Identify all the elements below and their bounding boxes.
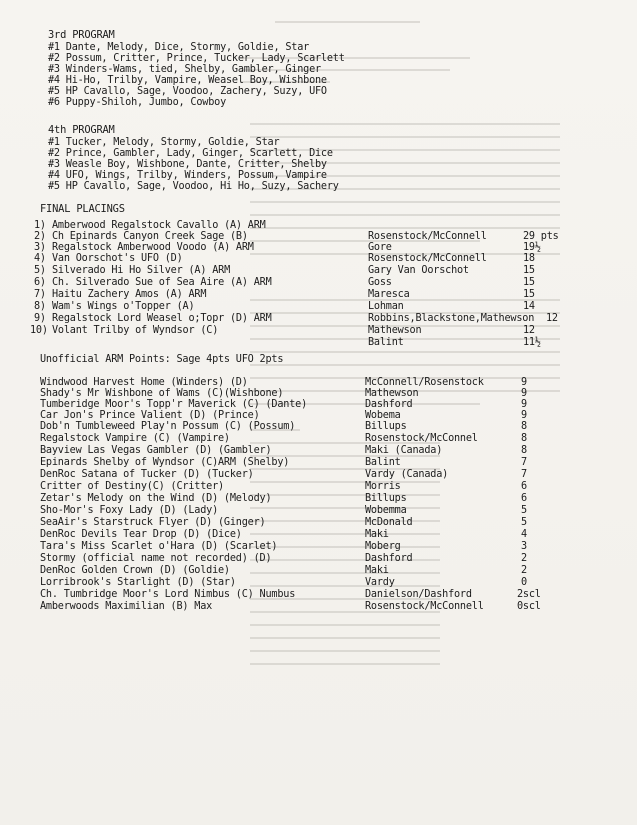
fourth-program-line: #4 UFO, Wings, Trilby, Winders, Possum, Vampire [48, 170, 327, 181]
placing-points: 18 [523, 253, 535, 264]
placing-owner: Gary Van Oorschot [368, 265, 469, 276]
entry-owner: Rosenstock/McConnel [365, 433, 478, 444]
placing-number: 9) [34, 313, 46, 324]
entry-owner: Mathewson [365, 388, 419, 399]
fourth-program-line: #1 Tucker, Melody, Stormy, Goldie, Star [48, 137, 280, 148]
placing-dog: Ch. Silverado Sue of Sea Aire (A) ARM [52, 277, 272, 288]
placing-points: 12 [523, 325, 535, 336]
placing-owner: Rosenstock/McConnell [368, 253, 487, 264]
entry-owner: Balint [365, 457, 401, 468]
entry-points: 9 [521, 388, 527, 399]
placing-dog: Van Oorschot's UFO (D) [52, 253, 183, 264]
entry-points: 9 [521, 410, 527, 421]
entry-dog: Shady's Mr Wishbone of Wams (C)(Wishbone) [40, 388, 284, 399]
entry-dog: Bayview Las Vegas Gambler (D) (Gambler) [40, 445, 272, 456]
placing-number: 7) [34, 289, 46, 300]
entry-dog: Amberwoods Maximilian (B) Max [40, 601, 213, 612]
placing-number: 8) [34, 301, 46, 312]
third-program-line: #6 Puppy-Shiloh, Jumbo, Cowboy [48, 97, 227, 108]
entry-dog: Lorribrook's Starlight (D) (Star) [40, 577, 236, 588]
placing-points: 12 [546, 313, 558, 324]
third-program-line: #4 Hi-Ho, Trilby, Vampire, Weasel Boy, Wishbone [48, 75, 327, 86]
placing-number: 5) [34, 265, 46, 276]
entry-dog: Car Jon's Prince Valient (D) (Prince) [40, 410, 260, 421]
entry-points: 5 [521, 505, 527, 516]
entry-points: 4 [521, 529, 527, 540]
entry-points: 7 [521, 469, 527, 480]
entry-dog: Stormy (official name not recorded) (D) [40, 553, 272, 564]
entry-points: 2scl [517, 589, 541, 600]
entry-owner: Dashford [365, 553, 413, 564]
entry-dog: Dob'n Tumbleweed Play'n Possum (C) (Possum) [40, 421, 296, 432]
placing-owner: Gore [368, 242, 392, 253]
fourth-program-line: #2 Prince, Gambler, Lady, Ginger, Scarlett, Dice [48, 148, 333, 159]
third-program-heading: 3rd PROGRAM [48, 29, 115, 41]
entry-owner: Maki (Canada) [365, 445, 443, 456]
entry-points: 6 [521, 493, 527, 504]
placing-owner: Rosenstock/McConnell [368, 231, 487, 242]
entry-owner: Moberg [365, 541, 401, 552]
third-program-line: #5 HP Cavallo, Sage, Voodoo, Zachery, Suzy, UFO [48, 86, 327, 97]
placing-number: 4) [34, 253, 46, 264]
placing-owner: Balint [368, 337, 404, 348]
entry-owner: Dashford [365, 399, 413, 410]
placing-points: 29 pts [523, 231, 559, 242]
entry-owner: Danielson/Dashford [365, 589, 472, 600]
placing-owner: Goss [368, 277, 392, 288]
placing-dog: Regalstock Lord Weasel o;Topr (D) ARM [52, 313, 272, 324]
unofficial-arm-points: Unofficial ARM Points: Sage 4pts UFO 2pts [40, 354, 284, 365]
entry-dog: DenRoc Golden Crown (D) (Goldie) [40, 565, 230, 576]
placing-number: 2) [34, 231, 46, 242]
third-program-line: #3 Winders-Wams, tied, Shelby, Gambler, Ginger [48, 64, 321, 75]
entry-dog: SeaAir's Starstruck Flyer (D) (Ginger) [40, 517, 266, 528]
placing-points: 15 [523, 265, 535, 276]
fourth-program-line: #3 Weasle Boy, Wishbone, Dante, Critter, Shelby [48, 159, 327, 170]
entry-dog: Sho-Mor's Foxy Lady (D) (Lady) [40, 505, 219, 516]
entry-points: 7 [521, 457, 527, 468]
placing-owner: Robbins,Blackstone,Mathewson [368, 313, 535, 324]
entry-owner: Wobema [365, 410, 401, 421]
entry-points: 3 [521, 541, 527, 552]
placing-number: 3) [34, 242, 46, 253]
placing-owner: Maresca [368, 289, 410, 300]
placing-number: 1) [34, 220, 46, 231]
entry-points: 2 [521, 565, 527, 576]
entry-owner: Wobemma [365, 505, 407, 516]
entry-dog: Regalstock Vampire (C) (Vampire) [40, 433, 230, 444]
third-program-line: #2 Possum, Critter, Prince, Tucker, Lady, Scarlett [48, 53, 345, 64]
entry-dog: Epinards Shelby of Wyndsor (C)ARM (Shelby) [40, 457, 290, 468]
entry-owner: Vardy (Canada) [365, 469, 449, 480]
entry-points: 0 [521, 577, 527, 588]
placing-dog: Silverado Hi Ho Silver (A) ARM [52, 265, 231, 276]
placing-points: 11½ [523, 337, 541, 348]
entry-owner: Billups [365, 421, 407, 432]
final-placings-heading: FINAL PLACINGS [40, 203, 125, 215]
placing-points: 19½ [523, 242, 541, 253]
placing-dog: Haitu Zachery Amos (A) ARM [52, 289, 207, 300]
entry-points: 9 [521, 399, 527, 410]
entry-dog: Tara's Miss Scarlet o'Hara (D) (Scarlet) [40, 541, 278, 552]
placing-points: 15 [523, 277, 535, 288]
entry-points: 0scl [517, 601, 541, 612]
placing-dog: Amberwood Regalstock Cavallo (A) ARM [52, 220, 266, 231]
placing-owner: Lohman [368, 301, 404, 312]
entry-owner: Vardy [365, 577, 395, 588]
placing-points: 14 [523, 301, 535, 312]
placing-dog: Volant Trilby of Wyndsor (C) [52, 325, 219, 336]
entry-points: 6 [521, 481, 527, 492]
entry-owner: Rosenstock/McConnell [365, 601, 484, 612]
fourth-program-line: #5 HP Cavallo, Sage, Voodoo, Hi Ho, Suzy, Sachery [48, 181, 339, 192]
entry-dog: DenRoc Devils Tear Drop (D) (Dice) [40, 529, 242, 540]
entry-points: 9 [521, 377, 527, 388]
placing-dog: Wam's Wings o'Topper (A) [52, 301, 195, 312]
entry-points: 8 [521, 421, 527, 432]
entry-owner: Maki [365, 529, 389, 540]
placing-dog: Regalstock Amberwood Voodo (A) ARM [52, 242, 254, 253]
placing-dog: Ch Epinards Canyon Creek Sage (B) [52, 231, 248, 242]
entry-dog: Zetar's Melody on the Wind (D) (Melody) [40, 493, 272, 504]
entry-owner: Morris [365, 481, 401, 492]
fourth-program-heading: 4th PROGRAM [48, 124, 115, 136]
placing-owner: Mathewson [368, 325, 422, 336]
entry-dog: Tumberidge Moor's Topp'r Maverick (C) (Dante) [40, 399, 308, 410]
entry-dog: DenRoc Satana of Tucker (D) (Tucker) [40, 469, 254, 480]
entry-owner: Billups [365, 493, 407, 504]
entry-owner: McDonald [365, 517, 413, 528]
entry-owner: McConnell/Rosenstock [365, 377, 484, 388]
placing-points: 15 [523, 289, 535, 300]
entry-points: 8 [521, 445, 527, 456]
placing-number: 6) [34, 277, 46, 288]
third-program-line: #1 Dante, Melody, Dice, Stormy, Goldie, Star [48, 42, 310, 53]
entry-dog: Windwood Harvest Home (Winders) (D) [40, 377, 248, 388]
placing-number: 10) [30, 325, 48, 336]
entry-points: 5 [521, 517, 527, 528]
entry-points: 2 [521, 553, 527, 564]
entry-owner: Maki [365, 565, 389, 576]
entry-dog: Ch. Tumbridge Moor's Lord Nimbus (C) Numbus [40, 589, 296, 600]
entry-dog: Critter of Destiny(C) (Critter) [40, 481, 224, 492]
entry-points: 8 [521, 433, 527, 444]
